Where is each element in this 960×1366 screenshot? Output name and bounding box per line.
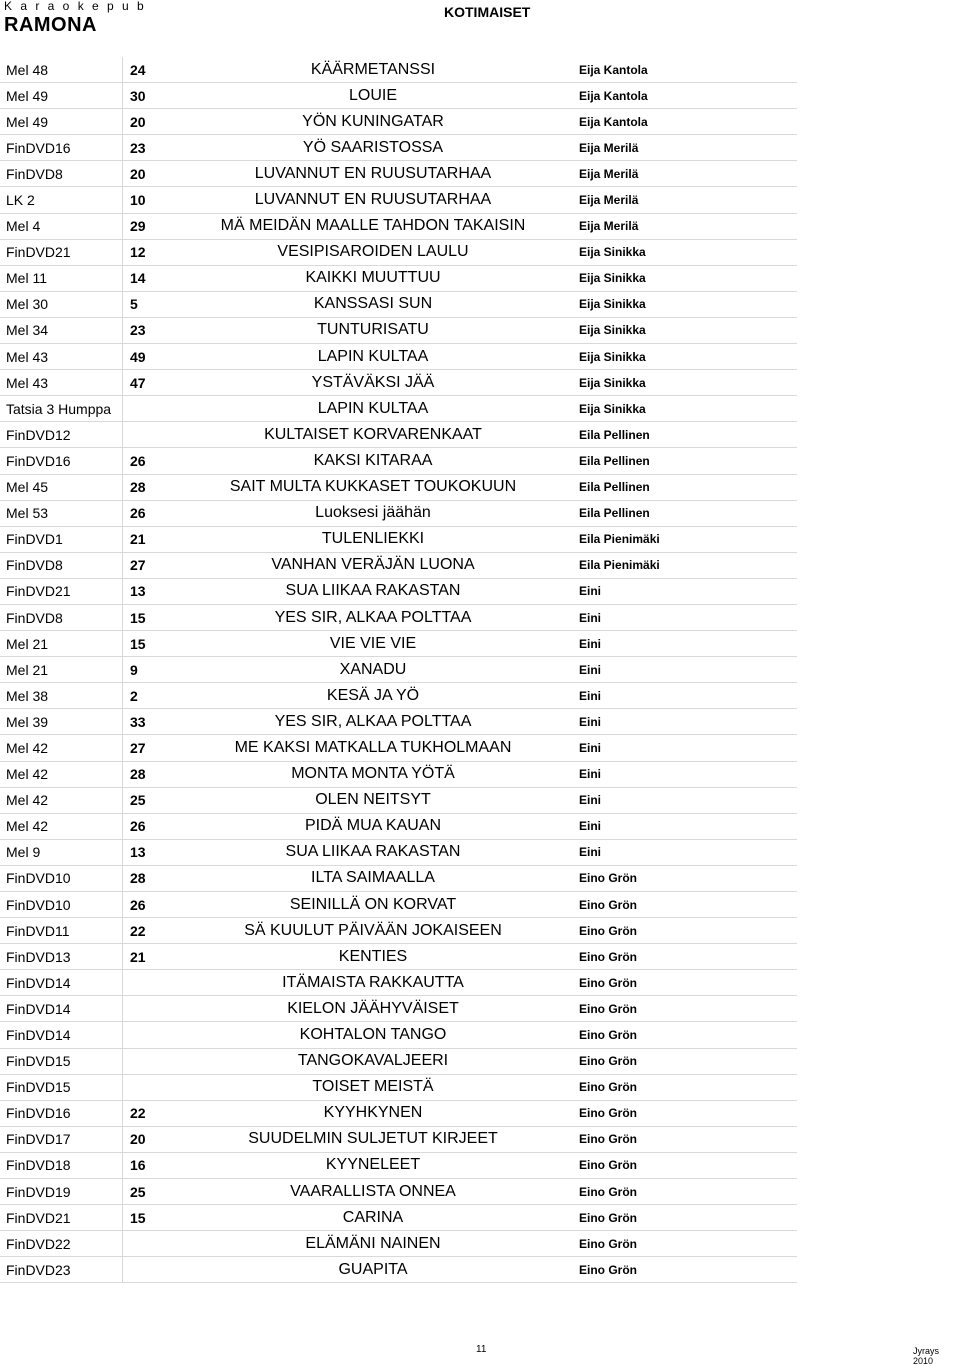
row-source: Mel 34 [0,317,123,343]
row-song-title: KAIKKI MUUTTUU [188,265,558,291]
row-track-number: 27 [123,552,189,578]
row-track-number [123,396,189,422]
row-track-number: 20 [123,161,189,187]
row-artist: Eija Sinikka [558,239,797,265]
row-song-title: SUUDELMIN SULJETUT KIRJEET [188,1126,558,1152]
table-row [0,396,797,422]
row-source: FinDVD16 [0,448,123,474]
row-track-number: 49 [123,344,189,370]
table-row [0,604,797,630]
row-song-title: SEINILLÄ ON KORVAT [188,892,558,918]
row-artist: Eila Pellinen [558,422,797,448]
row-song-title: SAIT MULTA KUKKASET TOUKOKUUN [188,474,558,500]
row-song-title: TULENLIEKKI [188,526,558,552]
row-track-number: 28 [123,761,189,787]
table-row [0,735,797,761]
row-artist: Eila Pellinen [558,500,797,526]
row-song-title: KENTIES [188,944,558,970]
row-source: Mel 49 [0,83,123,109]
row-artist: Eino Grön [558,1100,797,1126]
row-artist: Eino Grön [558,1152,797,1178]
row-source: Mel 42 [0,735,123,761]
row-source: FinDVD8 [0,604,123,630]
row-source: Mel 43 [0,370,123,396]
row-track-number [123,996,189,1022]
row-artist: Eino Grön [558,1074,797,1100]
table-row [0,631,797,657]
row-artist: Eija Merilä [558,187,797,213]
logo-name: RAMONA [4,14,97,36]
row-source: Mel 39 [0,709,123,735]
table-row [0,1152,797,1178]
row-artist: Eino Grön [558,1205,797,1231]
row-artist: Eini [558,761,797,787]
row-song-title: XANADU [188,657,558,683]
table-row [0,135,797,161]
row-song-title: LAPIN KULTAA [188,396,558,422]
table-row [0,161,797,187]
row-track-number: 26 [123,448,189,474]
row-song-title: YSTÄVÄKSI JÄÄ [188,370,558,396]
row-artist: Eini [558,578,797,604]
row-source: FinDVD8 [0,552,123,578]
row-track-number: 23 [123,317,189,343]
row-song-title: YES SIR, ALKAA POLTTAA [188,604,558,630]
row-track-number: 10 [123,187,189,213]
row-song-title: CARINA [188,1205,558,1231]
row-artist: Eini [558,735,797,761]
row-artist: Eija Merilä [558,161,797,187]
row-song-title: LUVANNUT EN RUUSUTARHAA [188,187,558,213]
row-track-number: 25 [123,1179,189,1205]
row-artist: Eila Pellinen [558,474,797,500]
row-source: FinDVD17 [0,1126,123,1152]
row-artist: Eija Sinikka [558,344,797,370]
table-row [0,1074,797,1100]
row-track-number [123,1074,189,1100]
row-track-number: 15 [123,604,189,630]
row-artist: Eija Kantola [558,57,797,83]
row-artist: Eini [558,683,797,709]
table-row [0,657,797,683]
row-song-title: KESÄ JA YÖ [188,683,558,709]
row-artist: Eila Pienimäki [558,526,797,552]
row-track-number: 47 [123,370,189,396]
row-artist: Eija Sinikka [558,265,797,291]
logo-subtitle: K a r a o k e p u b [4,0,147,13]
row-artist: Eija Kantola [558,83,797,109]
table-row [0,1048,797,1074]
row-song-title: SUA LIIKAA RAKASTAN [188,839,558,865]
table-row [0,1022,797,1048]
row-artist: Eija Sinikka [558,317,797,343]
row-source: FinDVD19 [0,1179,123,1205]
row-track-number: 33 [123,709,189,735]
row-song-title: KÄÄRMETANSSI [188,57,558,83]
table-row [0,239,797,265]
table-row [0,500,797,526]
row-source: FinDVD21 [0,1205,123,1231]
row-artist: Eija Sinikka [558,396,797,422]
row-track-number [123,1048,189,1074]
table-row [0,1126,797,1152]
row-song-title: MONTA MONTA YÖTÄ [188,761,558,787]
row-source: Mel 21 [0,657,123,683]
table-row [0,291,797,317]
row-artist: Eila Pellinen [558,448,797,474]
row-source: FinDVD13 [0,944,123,970]
row-track-number: 5 [123,291,189,317]
row-song-title: YES SIR, ALKAA POLTTAA [188,709,558,735]
table-row [0,1231,797,1257]
table-row [0,578,797,604]
row-artist: Eini [558,631,797,657]
row-source: FinDVD15 [0,1048,123,1074]
table-row [0,761,797,787]
row-song-title: LOUIE [188,83,558,109]
row-song-title: SÄ KUULUT PÄIVÄÄN JOKAISEEN [188,918,558,944]
row-source: FinDVD16 [0,135,123,161]
row-source: LK 2 [0,187,123,213]
row-track-number: 24 [123,57,189,83]
row-source: Tatsia 3 Humppa [0,396,123,422]
table-row [0,187,797,213]
row-source: Mel 43 [0,344,123,370]
row-song-title: OLEN NEITSYT [188,787,558,813]
row-track-number [123,970,189,996]
row-song-title: PIDÄ MUA KAUAN [188,813,558,839]
row-artist: Eino Grön [558,1257,797,1283]
row-song-title: VIE VIE VIE [188,631,558,657]
row-artist: Eino Grön [558,892,797,918]
row-song-title: KANSSASI SUN [188,291,558,317]
row-song-title: KOHTALON TANGO [188,1022,558,1048]
row-artist: Eino Grön [558,918,797,944]
row-track-number: 20 [123,109,189,135]
row-artist: Eino Grön [558,1179,797,1205]
table-row [0,1179,797,1205]
row-source: FinDVD1 [0,526,123,552]
row-song-title: ME KAKSI MATKALLA TUKHOLMAAN [188,735,558,761]
row-song-title: LAPIN KULTAA [188,344,558,370]
row-track-number: 16 [123,1152,189,1178]
row-artist: Eila Pienimäki [558,552,797,578]
table-row [0,370,797,396]
row-source: FinDVD14 [0,996,123,1022]
table-row [0,448,797,474]
table-row [0,1205,797,1231]
row-song-title: YÖN KUNINGATAR [188,109,558,135]
row-artist: Eija Sinikka [558,370,797,396]
row-track-number: 21 [123,944,189,970]
row-source: FinDVD15 [0,1074,123,1100]
row-source: FinDVD14 [0,1022,123,1048]
row-artist: Eino Grön [558,996,797,1022]
row-track-number: 26 [123,892,189,918]
row-source: Mel 38 [0,683,123,709]
footer-credit: Jyrays 2010 [913,1346,940,1366]
table-row [0,317,797,343]
row-artist: Eini [558,839,797,865]
row-artist: Eino Grön [558,944,797,970]
row-source: Mel 42 [0,761,123,787]
row-source: Mel 9 [0,839,123,865]
row-track-number: 28 [123,865,189,891]
row-track-number: 13 [123,839,189,865]
table-row [0,970,797,996]
row-artist: Eino Grön [558,970,797,996]
row-artist: Eini [558,604,797,630]
page-title: KOTIMAISET [444,4,531,20]
row-track-number: 15 [123,631,189,657]
row-song-title: GUAPITA [188,1257,558,1283]
row-song-title: YÖ SAARISTOSSA [188,135,558,161]
row-artist: Eini [558,657,797,683]
row-source: FinDVD16 [0,1100,123,1126]
row-track-number [123,1231,189,1257]
row-artist: Eino Grön [558,1231,797,1257]
row-track-number: 21 [123,526,189,552]
logo [4,0,146,35]
row-track-number: 9 [123,657,189,683]
row-artist: Eino Grön [558,1022,797,1048]
row-song-title: KYYNELEET [188,1152,558,1178]
row-track-number: 26 [123,500,189,526]
row-track-number: 14 [123,265,189,291]
row-song-title: SUA LIIKAA RAKASTAN [188,578,558,604]
page-number: 11 [476,1344,487,1355]
song-table [0,57,797,1283]
row-source: Mel 4 [0,213,123,239]
row-source: FinDVD18 [0,1152,123,1178]
row-source: Mel 42 [0,813,123,839]
table-row [0,839,797,865]
row-track-number: 20 [123,1126,189,1152]
table-row [0,996,797,1022]
row-song-title: KYYHKYNEN [188,1100,558,1126]
row-artist: Eino Grön [558,1126,797,1152]
table-row [0,944,797,970]
row-track-number [123,1022,189,1048]
row-song-title: VANHAN VERÄJÄN LUONA [188,552,558,578]
row-source: Mel 21 [0,631,123,657]
row-track-number: 30 [123,83,189,109]
row-source: Mel 42 [0,787,123,813]
row-song-title: Luoksesi jäähän [188,500,558,526]
row-source: FinDVD23 [0,1257,123,1283]
row-artist: Eija Merilä [558,213,797,239]
table-row [0,918,797,944]
table-row [0,892,797,918]
row-song-title: ELÄMÄNI NAINEN [188,1231,558,1257]
row-song-title: KAKSI KITARAA [188,448,558,474]
table-row [0,865,797,891]
table-row [0,683,797,709]
row-artist: Eija Kantola [558,109,797,135]
table-row [0,213,797,239]
row-song-title: TOISET MEISTÄ [188,1074,558,1100]
row-source: FinDVD10 [0,892,123,918]
row-source: FinDVD10 [0,865,123,891]
table-row [0,422,797,448]
row-track-number: 27 [123,735,189,761]
table-row [0,552,797,578]
row-artist: Eino Grön [558,1048,797,1074]
row-track-number: 13 [123,578,189,604]
row-artist: Eija Sinikka [558,291,797,317]
row-song-title: VESIPISAROIDEN LAULU [188,239,558,265]
row-source: Mel 48 [0,57,123,83]
row-song-title: LUVANNUT EN RUUSUTARHAA [188,161,558,187]
row-track-number: 15 [123,1205,189,1231]
row-song-title: KULTAISET KORVARENKAAT [188,422,558,448]
row-source: FinDVD12 [0,422,123,448]
row-track-number: 29 [123,213,189,239]
row-track-number: 2 [123,683,189,709]
table-row [0,1257,797,1283]
table-row [0,1100,797,1126]
row-source: Mel 45 [0,474,123,500]
row-song-title: MÄ MEIDÄN MAALLE TAHDON TAKAISIN [188,213,558,239]
row-track-number: 28 [123,474,189,500]
row-source: FinDVD14 [0,970,123,996]
table-row [0,474,797,500]
table-row [0,57,797,83]
row-track-number: 22 [123,918,189,944]
table-row [0,787,797,813]
row-source: Mel 11 [0,265,123,291]
row-song-title: ITÄMAISTA RAKKAUTTA [188,970,558,996]
row-source: Mel 49 [0,109,123,135]
row-source: FinDVD21 [0,578,123,604]
row-artist: Eini [558,787,797,813]
row-song-title: VAARALLISTA ONNEA [188,1179,558,1205]
row-track-number: 26 [123,813,189,839]
row-source: Mel 53 [0,500,123,526]
row-artist: Eija Merilä [558,135,797,161]
row-source: FinDVD11 [0,918,123,944]
row-song-title: ILTA SAIMAALLA [188,865,558,891]
table-row [0,813,797,839]
row-song-title: TUNTURISATU [188,317,558,343]
row-track-number: 12 [123,239,189,265]
row-source: Mel 30 [0,291,123,317]
table-row [0,83,797,109]
row-source: FinDVD8 [0,161,123,187]
song-table-body [0,57,797,1283]
row-artist: Eini [558,709,797,735]
table-row [0,709,797,735]
row-track-number: 25 [123,787,189,813]
table-row [0,109,797,135]
row-track-number [123,1257,189,1283]
row-source: FinDVD22 [0,1231,123,1257]
row-source: FinDVD21 [0,239,123,265]
row-song-title: TANGOKAVALJEERI [188,1048,558,1074]
row-artist: Eini [558,813,797,839]
table-row [0,344,797,370]
table-row [0,526,797,552]
table-row [0,265,797,291]
row-track-number [123,422,189,448]
row-song-title: KIELON JÄÄHYVÄISET [188,996,558,1022]
row-track-number: 22 [123,1100,189,1126]
row-artist: Eino Grön [558,865,797,891]
row-track-number: 23 [123,135,189,161]
